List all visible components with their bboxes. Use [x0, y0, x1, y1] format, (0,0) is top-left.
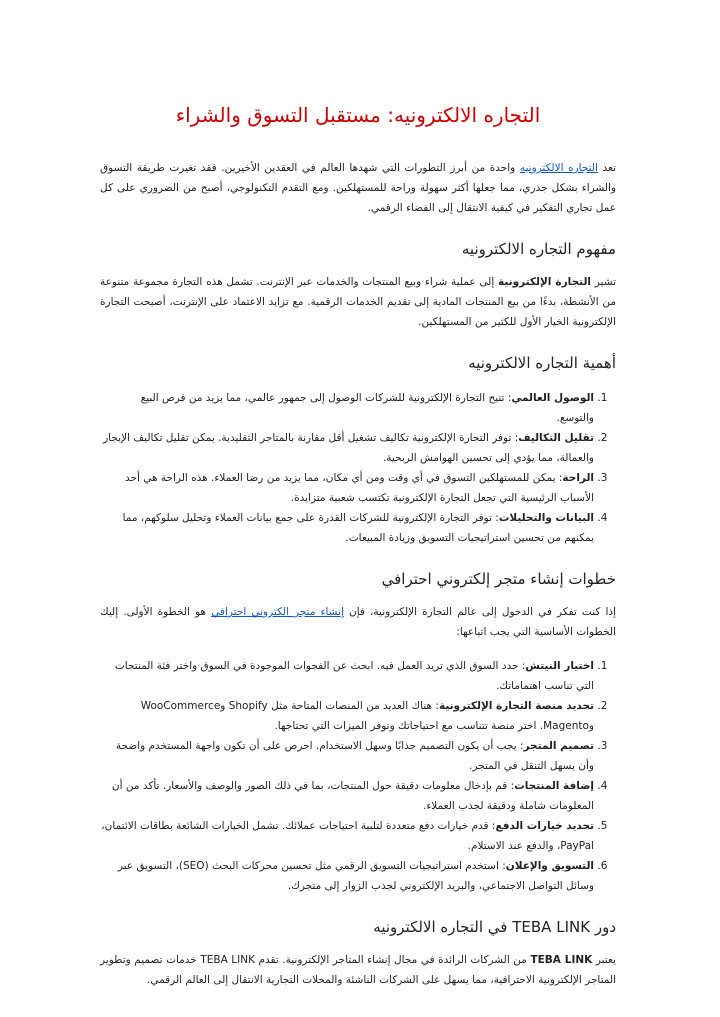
list-item — [100, 656, 594, 696]
teba-paragraph — [100, 950, 616, 990]
steps-heading: خطوات إنشاء متجر إلكتروني احترافي — [381, 570, 616, 588]
item-text: : تتيح التجارة الإلكترونية للشركات الوصول إلى جمهور عالمي، مما يزيد من فرص البيع والتوسع. — [140, 392, 594, 424]
list-item — [100, 856, 594, 896]
item-title: تصميم المتجر — [523, 740, 594, 752]
item-text: : يمكن للمستهلكين التسوق في أي وقت ومن أي مكان، مما يزيد من رضا العملاء. هذه الراحة هي أحد الأسباب الرئيسية التي تجعل التجارة الإلكترونية تكتسب شعبية متزايدة. — [125, 472, 594, 504]
item-title: البيانات والتحليلات — [498, 512, 594, 524]
item-title: تحديد خيارات الدفع — [495, 820, 594, 832]
list-item — [100, 428, 594, 468]
intro-text: واحدة من أبرز التطورات التي شهدها العالم في العقدين الأخيرين. فقد تغيرت طريقة التسوق والشراء بشكل جذري، مما جعلها أكثر سهولة وراحة للمستهلكين. ومع التقدم التكنولوجي، أصبح من الضروري على كل عمل تجاري التفكير في كيفية الانتقال إلى الفضاء الرقمي. — [100, 162, 616, 214]
item-title: الوصول العالمي — [511, 392, 594, 404]
list-item — [100, 508, 594, 548]
importance-heading: أهمية التجاره الالكترونيه — [468, 354, 616, 372]
list-item — [100, 776, 594, 816]
concept-bold: التجارة الإلكترونية — [497, 276, 592, 288]
steps-intro-text: هو الخطوة الأولى. إليك الخطوات الأساسية التي يجب اتباعها: — [100, 606, 616, 638]
concept-text: إلى عملية شراء وبيع المنتجات والخدمات عبر الإنترنت. تشمل هذه التجارة مجموعة متنوعة من الأنشطة، بدءًا من بيع المنتجات المادية إلى تقديم الخدمات الرقمية. مع تزايد الاعتماد على الإنترنت، أصبحت التجارة الإلكترونية الخيار الأول للكثير من المستهلكين. — [100, 276, 616, 328]
item-title: إضافة المنتجات — [514, 780, 594, 792]
item-text: : قدم خيارات دفع متعددة لتلبية احتياجات عملائك. تشمل الخيارات الشائعة بطاقات الائتمان، PayPal، والدفع عند الاستلام. — [101, 820, 594, 852]
document-title: التجاره الالكترونيه: مستقبل التسوق والشراء — [175, 103, 541, 127]
item-title: التسويق والإعلان — [505, 860, 594, 872]
list-item — [100, 696, 594, 736]
item-text: : قم بإدخال معلومات دقيقة حول المنتجات، بما في ذلك الصور والوصف والأسعار. تأكد من أن المعلومات شاملة ودقيقة لجذب العملاء. — [111, 780, 594, 812]
steps-intro-lead: إذا كنت تفكر في الدخول إلى عالم التجارة الإلكترونية، فإن — [343, 606, 616, 618]
item-title: تقليل التكاليف — [518, 432, 594, 444]
steps-intro — [100, 602, 616, 642]
item-title: الراحة — [562, 472, 594, 484]
intro-lead: تعد — [597, 162, 617, 174]
teba-text: من الشركات الرائدة في مجال إنشاء المتاجر الإلكترونية. تقدم TEBA LINK خدمات تصميم وتطوير المتاجر الإلكترونية الاحترافية، مما يسهل على الشركات الناشئة والمحلات التجارية الانتقال إلى العالم الرقمي. — [100, 954, 616, 986]
create-store-link[interactable]: إنشاء متجر الكتروني احترافي — [211, 606, 344, 618]
list-item — [100, 468, 594, 508]
teba-bold: TEBA LINK — [530, 954, 593, 966]
concept-paragraph — [100, 272, 616, 332]
intro-paragraph — [100, 158, 616, 218]
steps-list — [100, 656, 616, 896]
teba-lead: يعتبر — [592, 954, 616, 966]
item-text: : يجب أن يكون التصميم جذابًا وسهل الاستخدام. احرص على أن تكون واجهة المستخدم واضحة وأن يسهل التنقل في المتجر. — [115, 740, 594, 772]
item-text: : توفر التجارة الإلكترونية تكاليف تشغيل أقل مقارنة بالمتاجر التقليدية. يمكن تقليل تكاليف الإيجار والعمالة، مما يؤدي إلى تحسين الهوامش الربحية. — [103, 432, 594, 464]
item-title: اختيار النيتش — [525, 660, 594, 672]
teba-heading: دور TEBA LINK في التجاره الالكترونيه — [373, 918, 616, 936]
item-text: : توفر التجارة الإلكترونية للشركات القدرة على جمع بيانات العملاء وتحليل سلوكهم، مما يمكنهم من تحسين استراتيجيات التسويق وزيادة المبيعات. — [122, 512, 594, 544]
item-text: : استخدم استراتيجيات التسويق الرقمي مثل تحسين محركات البحث (SEO)، التسويق عبر وسائل التواصل الاجتماعي، والبريد الإلكتروني لجذب الزوار إلى متجرك. — [117, 860, 594, 892]
list-item — [100, 816, 594, 856]
importance-list — [100, 388, 616, 548]
item-title: تحديد منصة التجارة الإلكترونية — [438, 700, 594, 712]
list-item — [100, 736, 594, 776]
item-text: : هناك العديد من المنصات المتاحة مثل Shopify وWooCommerce وMagento. اختر منصة تتناسب مع احتياجاتك وتوفر الميزات التي تحتاجها. — [140, 700, 594, 732]
concept-heading: مفهوم التجاره الالكترونيه — [461, 240, 616, 258]
concept-lead: تشير — [591, 276, 616, 288]
ecommerce-link[interactable]: التجاره الالكترونيه — [519, 162, 598, 174]
item-text: : حدد السوق الذي تريد العمل فيه. ابحث عن الفجوات الموجودة في السوق واختر فئة المنتجات التي تناسب اهتماماتك. — [114, 660, 594, 692]
list-item — [100, 388, 594, 428]
